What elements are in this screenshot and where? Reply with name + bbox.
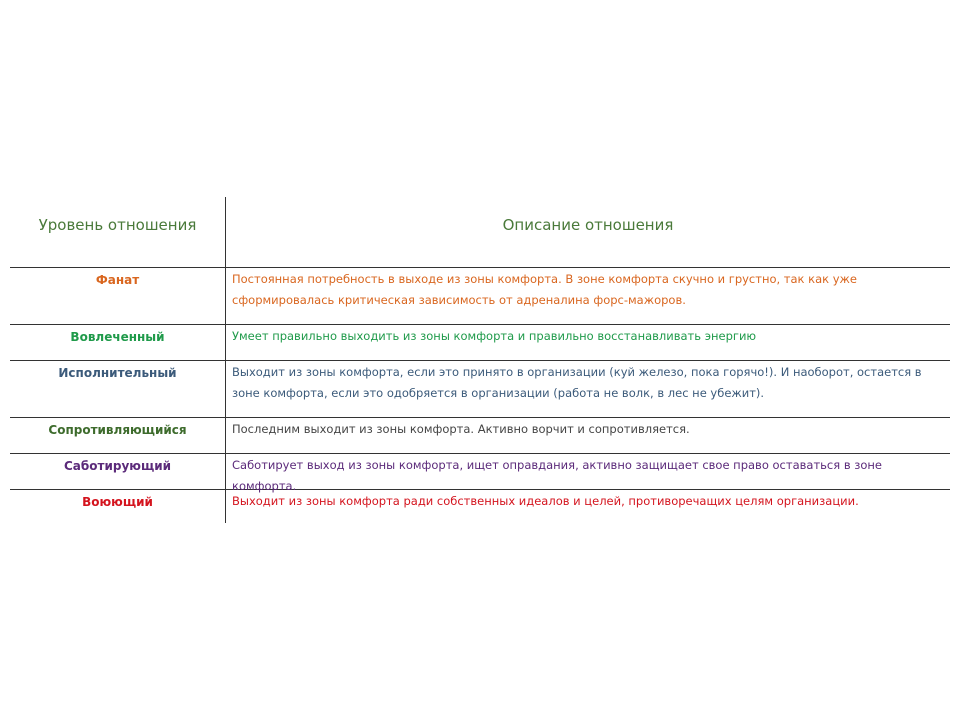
level-cell: Исполнительный [10,361,226,417]
description-cell: Последним выходит из зоны комфорта. Активно ворчит и сопротивляется. [232,422,690,436]
table-row [10,325,950,361]
table-row [10,454,950,493]
description-cell: Умеет правильно выходить из зоны комфорта и правильно восстанавливать энергию [232,329,757,343]
header-level: Уровень отношения [10,197,226,267]
table-row [10,490,950,523]
description-cell: Саботирует выход из зоны комфорта, ищет оправдания, активно защищает свое право оставаться в зоне комфорта. [232,458,882,493]
table-row [10,361,950,418]
level-cell: Саботирующий [10,454,226,489]
description-cell: Постоянная потребность в выходе из зоны комфорта. В зоне комфорта скучно и грустно, так как уже сформировалась критическая зависимость от адреналина форс-мажоров. [232,272,857,307]
level-cell: Воюющий [10,490,226,523]
header-description: Описание отношения [502,215,674,234]
level-cell: Сопротивляющийся [10,418,226,453]
table-row [10,418,950,454]
description-cell: Выходит из зоны комфорта, если это принято в организации (куй железо, пока горячо!). И наоборот, остается в зоне комфорта, если это одобряется в организации (работа не волк, в лес не убежит). [232,365,922,400]
description-cell: Выходит из зоны комфорта ради собственных идеалов и целей, противоречащих целям организации. [232,494,859,508]
table-row [10,268,950,325]
level-cell: Вовлеченный [10,325,226,360]
level-cell: Фанат [10,268,226,324]
table-header-row [10,197,950,268]
attitude-table [10,197,950,523]
